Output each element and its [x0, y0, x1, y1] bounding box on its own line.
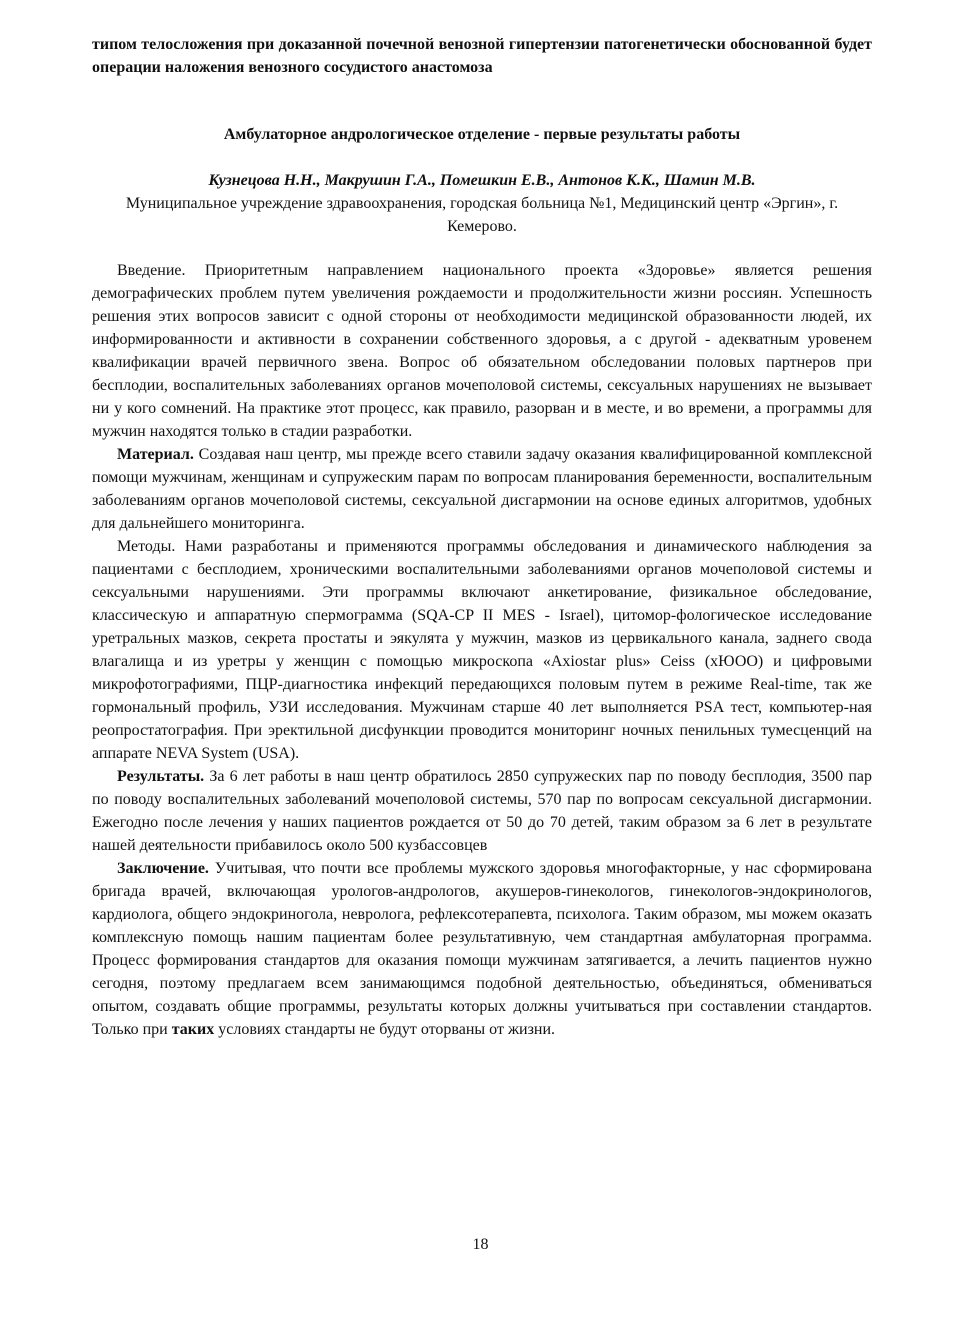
material-heading: Материал.	[117, 446, 194, 463]
results-paragraph	[92, 765, 872, 857]
methods-paragraph	[92, 535, 872, 765]
continuation-paragraph: типом телосложения при доказанной почечной венозной гипертензии патогенетически обоснованной будет операции наложения венозного сосудистого анастомоза	[92, 36, 872, 76]
article-affiliation: Муниципальное учреждение здравоохранения, городская больница №1, Медицинский центр «Эргин», г. Кемерово.	[125, 195, 839, 235]
article-authors: Кузнецова Н.Н., Макрушин Г.А., Помешкин Е.В., Антонов К.К., Шамин М.В.	[208, 172, 756, 189]
article-body	[92, 259, 872, 1041]
results-text: За 6 лет работы в наш центр обратилось 2850 супружеских пар по поводу бесплодия, 3500 пар по поводу воспалительных заболеваний мочеполовой системы, 570 пар по вопросам сексуальной дисгармонии. Ежегодно после лечения у наших пациентов рождается от 50 до 70 детей, таким образом за 6 лет в результате нашей деятельности прибавилось около 500 кузбассовцев	[92, 768, 873, 854]
conclusion-text-before: Учитывая, что почти все проблемы мужского здоровья многофакторные, у нас сформирована бригада врачей, включающая урологов-андрологов, акушеров-гинекологов, гинекологов-эндокринологов, кардиолога, общего эндокриногола, невролога, рефлексотерапевта, психолога. Таким образом, мы можем оказать комплексную помощь нашим пациентам более результативную, чем стандартная амбулаторная программа. Процесс формирования стандартов для оказания помощи мужчинам затягивается, а лечить пациентов нужно сегодня, поэтому предлагаем всем занимающимся подобной деятельностью, объединяться, обмениваться опытом, создавать общие программы, результаты которых должны учитываться при составлении стандартов. Только при	[92, 860, 873, 1038]
results-heading: Результаты.	[117, 768, 205, 785]
conclusion-text-after: условиях стандарты не будут оторваны от жизни.	[218, 1021, 556, 1038]
conclusion-emphasis: таких	[171, 1021, 215, 1038]
material-text: Создавая наш центр, мы прежде всего ставили задачу оказания квалифицированной комплексной помощи мужчинам, женщинам и супружеским парам по вопросам планирования беременности, воспалительным заболеваниям органов мочеполовой системы, сексуальной дисгармонии на основе единых алгоритмов, удобных для дальнейшего мониторинга.	[92, 446, 873, 532]
intro-paragraph	[92, 259, 872, 443]
article-title: Амбулаторное андрологическое отделение - первые результаты работы	[223, 126, 741, 143]
conclusion-heading: Заключение.	[117, 860, 209, 877]
methods-text: Методы. Нами разработаны и применяются программы обследования и динамического наблюдения за пациентами с бесплодием, хроническими воспалительными заболеваниями органов мочеполовой системы и сексуальными нарушениями. Эти программы включают анкетирование, физикальное обследование, классическую и аппаратную спермограмма (SQA-CP II MES - Israel), цитомор-фологическое исследование уретральных мазков, секрета простаты и эякулята у мужчин, мазков из цервикального канала, заднего свода влагалища и из уретры у женщин с помощью микроскопа «Axiostar plus» Ceiss (хЮОО) и цифровыми микрофотографиями, ПЦР-диагностика инфекций передающихся половым путем в режиме Real-time, так же гормональный профиль, УЗИ исследования. Мужчинам старше 40 лет выполняется PSA тест, компьютер-ная реопростатография. При эректильной дисфункции проводится мониторинг ночных пенильных тумесценций на аппарате NEVA System (USA).	[92, 538, 872, 762]
page-number: 18	[472, 1236, 489, 1253]
material-paragraph	[92, 443, 872, 535]
intro-text: Введение. Приоритетным направлением национального проекта «Здоровье» является решения демографических проблем путем увеличения рождаемости и продолжительности жизни россиян. Успешность решения этих вопросов зависит с одной стороны от необходимости медицинской образованности людей, их информированности и активности в сохранении собственного здоровья, а с другой - адекватным уровенем квалификации врачей первичного звена. Вопрос об обязательном обследовании половых партнеров при бесплодии, воспалительных заболеваниях органов мочеполовой системы, сексуальных нарушениях не вызывает ни у кого сомнений. На практике этот процесс, как правило, разорван и в месте, и во времени, а программы для мужчин находятся только в стадии разработки.	[92, 262, 872, 440]
conclusion-paragraph	[92, 857, 872, 1041]
